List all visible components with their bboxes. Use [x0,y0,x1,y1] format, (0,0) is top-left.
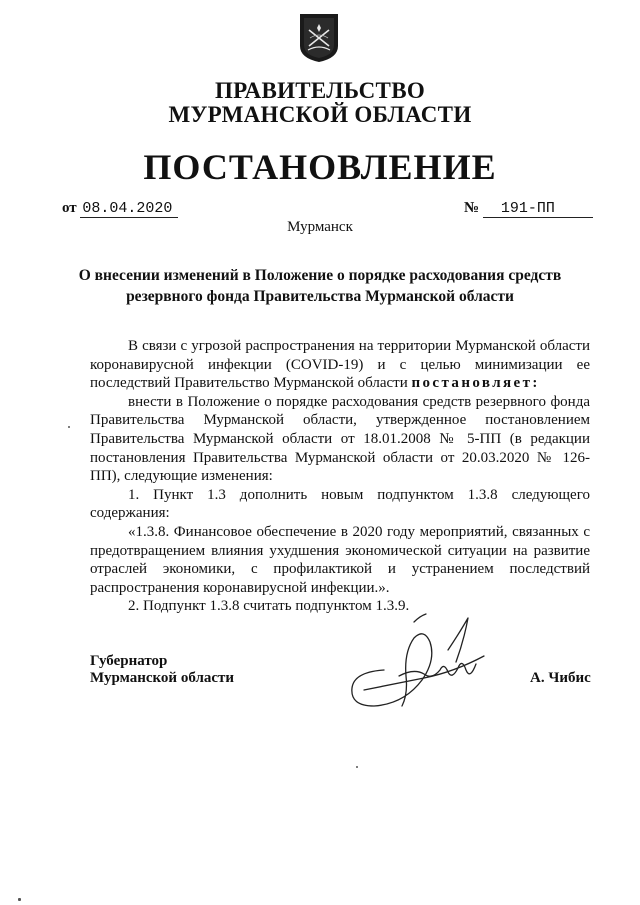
signatory-title-line1: Губернатор [90,653,168,669]
paragraph-preamble [90,337,590,393]
paragraph-new-subitem: «1.3.8. Финансовое обеспечение в 2020 году мероприятий, связанных с предотвращением влияния ухудшения экономической ситуации на развитие отраслей экономики, с профилактикой и устранением последствий распространения коронавирусной инфекции.». [90,523,590,596]
subject-line1: О внесении изменений в Положение о порядке расходования средств [78,267,562,284]
document-date [62,200,178,218]
city: Мурманск [287,219,353,235]
resolution-keyword: постановляет: [411,375,540,392]
document-number [464,200,593,218]
number-prefix: № [464,200,480,216]
signatory-name: А. Чибис [530,670,591,686]
signatory-title-line2: Мурманской области [90,670,235,686]
preamble-text: В связи с угрозой распространения на территории Мурманской области коронавирусной инфекции (COVID-19) и с целью минимизации ее последствий Правительство Мурманской области [90,338,590,392]
number-value: 191-ПП [483,200,593,218]
paragraph-item-2: 2. Подпункт 1.3.8 считать подпунктом 1.3.9. [128,598,410,615]
paragraph-item-1: 1. Пункт 1.3 дополнить новым подпунктом 1.3.8 следующего содержания: [90,486,590,522]
date-prefix: от [62,200,77,216]
scan-speck [356,766,358,768]
scan-speck [68,426,70,428]
date-value: 08.04.2020 [80,200,178,218]
government-name-line1: ПРАВИТЕЛЬСТВО [214,78,426,103]
handwritten-signature-icon [344,610,494,720]
paragraph-amendment-intro: внести в Положение о порядке расходования средств резервного фонда Правительства Мурманской области, утвержденное постановлением Правительства Мурманской области от 18.01.2008 № 5-ПП (в редакции постановления Правительства Мурманской области от 20.03.2020 № 126-ПП), следующие изменения: [90,393,590,485]
scan-speck [18,898,21,901]
government-name-line2: МУРМАНСКОЙ ОБЛАСТИ [168,102,472,127]
document-body [90,337,590,616]
document-type-title: ПОСТАНОВЛЕНИЕ [143,147,497,187]
coat-of-arms-icon [298,12,340,64]
subject-line2: резервного фонда Правительства Мурманской области [126,288,514,305]
